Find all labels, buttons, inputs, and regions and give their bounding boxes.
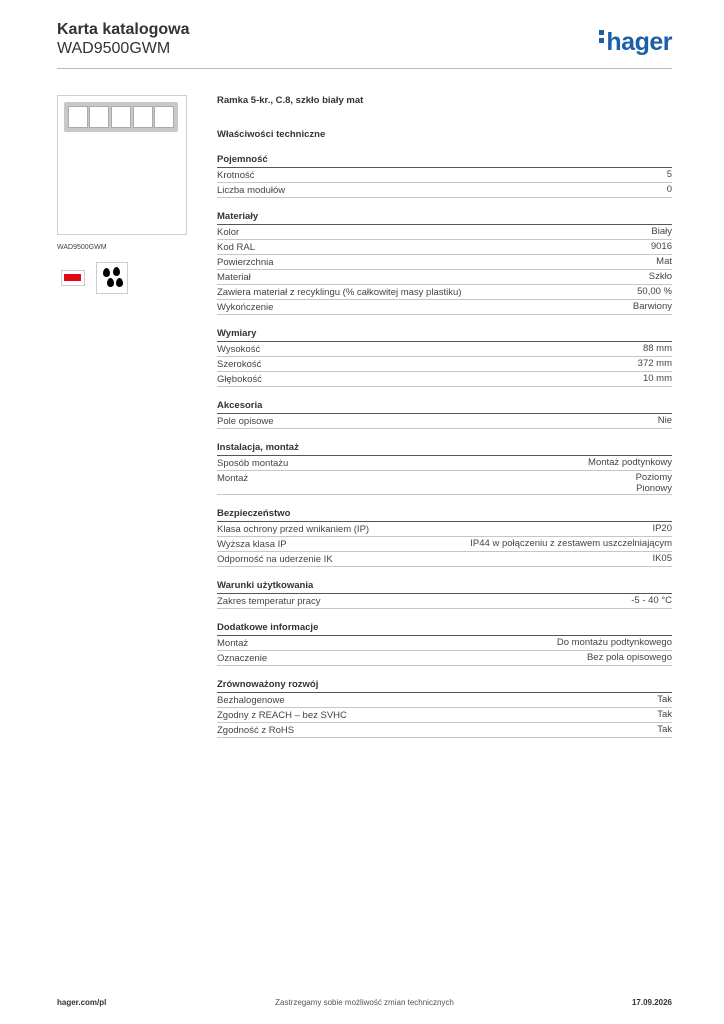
spec-group-title: Materiały <box>217 210 672 225</box>
spec-row <box>217 357 672 372</box>
spec-label: Wyższa klasa IP <box>217 539 287 550</box>
spec-value-line: 372 mm <box>637 358 672 369</box>
product-image <box>57 95 187 235</box>
spec-value-line: Tak <box>657 694 672 705</box>
spec-value <box>651 241 672 254</box>
spec-label: Materiał <box>217 272 251 283</box>
spec-label: Oznaczenie <box>217 653 268 664</box>
spec-value <box>651 226 672 239</box>
spec-value <box>667 169 672 182</box>
spec-value <box>652 553 672 566</box>
spec-label: Głębokość <box>217 374 262 385</box>
spec-value <box>470 538 672 551</box>
spec-label: Montaż <box>217 473 249 484</box>
spec-value <box>557 637 672 650</box>
spec-label: Wysokość <box>217 344 261 355</box>
spec-value <box>587 652 672 665</box>
spec-value <box>657 694 672 707</box>
spec-label: Zawiera materiał z recyklingu (% całkowitej masy plastiku) <box>217 287 462 298</box>
spec-value-line: IP44 w połączeniu z zestawem uszczelniającym <box>470 538 672 549</box>
spec-group-title: Zrównoważony rozwój <box>217 678 672 693</box>
spec-row <box>217 723 672 738</box>
spec-row <box>217 270 672 285</box>
logo-text: hager <box>606 28 672 56</box>
spec-group <box>217 399 672 429</box>
spec-group <box>217 327 672 387</box>
spec-groups <box>217 153 672 738</box>
spec-value <box>633 301 672 314</box>
spec-group-title: Wymiary <box>217 327 672 342</box>
spec-row <box>217 636 672 651</box>
logo-dots-icon <box>599 30 604 46</box>
frame-illustration <box>64 102 178 132</box>
spec-value-line: IK05 <box>652 553 672 564</box>
spec-value-line: Poziomy <box>635 472 672 483</box>
spec-row <box>217 414 672 429</box>
spec-value-line: Barwiony <box>632 301 672 312</box>
spec-value-line: Biały <box>651 226 672 237</box>
spec-value <box>658 415 672 428</box>
spec-label: Wykończenie <box>217 302 274 313</box>
hager-logo <box>599 28 672 57</box>
spec-row <box>217 225 672 240</box>
product-name: Ramka 5-kr., C.8, szkło biały mat <box>217 95 364 106</box>
spec-row <box>217 537 672 552</box>
spec-value-line: Montaż podtynkowy <box>588 457 672 468</box>
properties-heading: Właściwości techniczne <box>217 129 326 140</box>
spec-group <box>217 153 672 198</box>
footer-note: Zastrzegamy sobie możliwość zmian technicznych <box>275 998 454 1007</box>
spec-label: Sposób montażu <box>217 458 289 469</box>
spec-label: Zgodność z RoHS <box>217 725 295 736</box>
spec-value-line: IP20 <box>652 523 672 534</box>
spec-value <box>649 271 672 284</box>
spec-label: Zgodny z REACH – bez SVHC <box>217 710 347 721</box>
spec-row <box>217 285 672 300</box>
spec-row <box>217 693 672 708</box>
spec-value-line: Nie <box>657 415 672 426</box>
spec-group <box>217 579 672 609</box>
spec-group-title: Bezpieczeństwo <box>217 507 672 522</box>
spec-value-line: -5 - 40 °C <box>631 595 672 606</box>
spec-value-line: 88 mm <box>642 343 672 354</box>
spec-value-line: 10 mm <box>642 373 672 384</box>
spec-group-title: Dodatkowe informacje <box>217 621 672 636</box>
product-code: WAD9500GWM <box>57 40 171 57</box>
spec-label: Klasa ochrony przed wnikaniem (IP) <box>217 524 370 535</box>
spec-group <box>217 210 672 315</box>
spec-value-line: Tak <box>657 709 672 720</box>
spec-value <box>657 709 672 722</box>
spec-value <box>643 373 672 386</box>
spec-value <box>643 343 672 356</box>
spec-row <box>217 552 672 567</box>
footer-date: 17.09.2026 <box>631 998 672 1007</box>
spec-value <box>638 358 672 371</box>
spec-group <box>217 441 672 495</box>
water-drops-icon <box>96 262 128 294</box>
spec-row <box>217 372 672 387</box>
spec-row <box>217 651 672 666</box>
spec-value-line: Tak <box>657 724 672 735</box>
spec-row <box>217 708 672 723</box>
spec-value <box>657 724 672 737</box>
spec-value-line: Mat <box>656 256 672 267</box>
header-divider <box>57 68 672 69</box>
spec-row <box>217 255 672 270</box>
spec-value <box>652 523 672 536</box>
spec-value <box>637 286 672 299</box>
spec-label: Powierzchnia <box>217 257 274 268</box>
spec-value <box>631 595 672 608</box>
page-header <box>57 20 672 58</box>
spec-group <box>217 507 672 567</box>
spec-group-title: Akcesoria <box>217 399 672 414</box>
spec-value <box>656 256 672 269</box>
spec-row <box>217 183 672 198</box>
spec-label: Szerokość <box>217 359 262 370</box>
spec-content <box>217 95 672 738</box>
spec-value-line: Bez pola opisowego <box>586 652 672 663</box>
spec-group <box>217 678 672 738</box>
spec-label: Odporność na uderzenie IK <box>217 554 333 565</box>
spec-label: Liczba modułów <box>217 185 286 196</box>
spec-value-line: 5 <box>666 169 672 180</box>
spec-row <box>217 168 672 183</box>
image-caption: WAD9500GWM <box>57 244 107 251</box>
spec-value-line: 50,00 % <box>637 286 672 297</box>
spec-label: Bezhalogenowe <box>217 695 285 706</box>
spec-value <box>588 457 672 470</box>
spec-value <box>667 184 672 197</box>
spec-label: Montaż <box>217 638 249 649</box>
spec-label: Krotność <box>217 170 255 181</box>
spec-label: Pole opisowe <box>217 416 274 427</box>
spec-row <box>217 471 672 495</box>
spec-value-line: 9016 <box>650 241 672 252</box>
spec-group-title: Warunki użytkowania <box>217 579 672 594</box>
spec-value-line: 0 <box>666 184 672 195</box>
spec-value-line: Do montażu podtynkowego <box>556 637 672 648</box>
spec-value <box>636 472 672 494</box>
ip-rating-icon <box>61 270 85 286</box>
spec-group-title: Pojemność <box>217 153 672 168</box>
spec-row <box>217 522 672 537</box>
spec-label: Kolor <box>217 227 240 238</box>
spec-group-title: Instalacja, montaż <box>217 441 672 456</box>
spec-row <box>217 342 672 357</box>
spec-row <box>217 300 672 315</box>
spec-label: Zakres temperatur pracy <box>217 596 321 607</box>
document-title: Karta katalogowa <box>57 21 190 38</box>
spec-row <box>217 456 672 471</box>
spec-row <box>217 594 672 609</box>
footer-site-link[interactable]: hager.com/pl <box>57 998 107 1007</box>
spec-row <box>217 240 672 255</box>
spec-value-line: Szkło <box>648 271 672 282</box>
spec-group <box>217 621 672 666</box>
spec-label: Kod RAL <box>217 242 256 253</box>
spec-value-line: Pionowy <box>636 483 672 494</box>
